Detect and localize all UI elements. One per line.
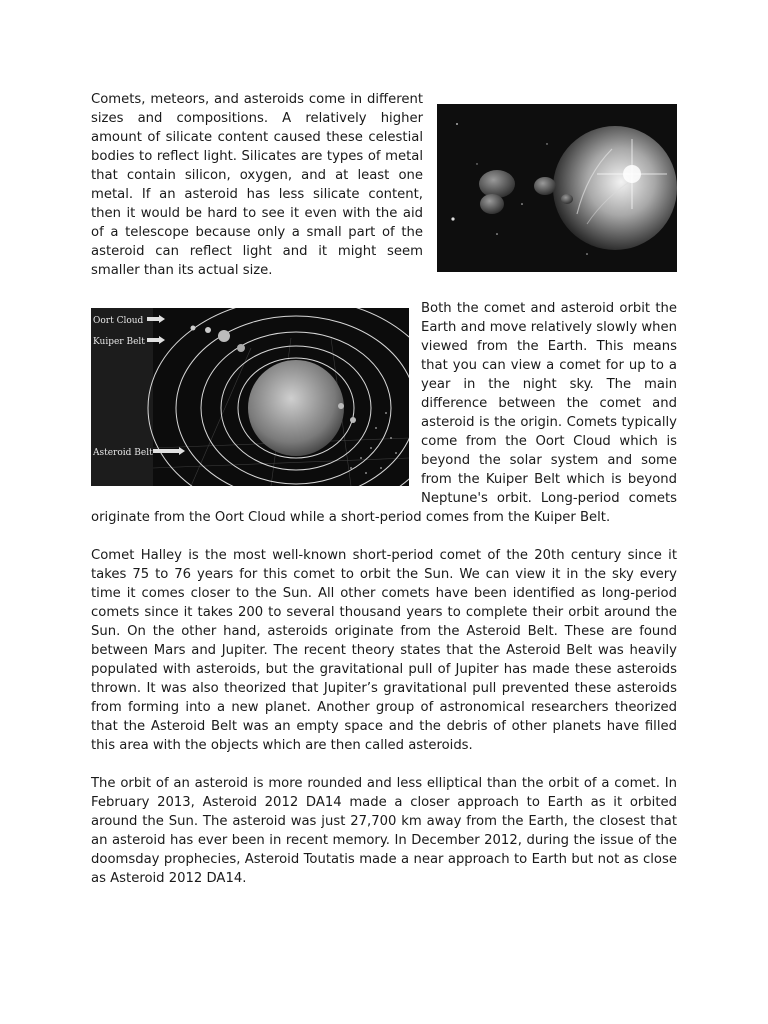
spacer xyxy=(91,527,677,546)
paragraph-comet-halley: Comet Halley is the most well-known short-period comet of the 20th century since it takes 75 to 76 years for this comet to orbit the Sun. We can view it in the sky every time it comes closer to the Sun. All other comets have been identified as long-period comets since it takes 200 to several thousand years to complete their orbit around the Sun. On the other hand, asteroids originate from the Asteroid Belt. These are found between Mars and Jupiter. The recent theory states that the Asteroid Belt was heavily populated with asteroids, but the gravitational pull of Jupiter has made these asteroids thrown. It was also theorized that Jupiter’s gravitational pull prevented these asteroids from forming into a new planet. Another group of astronomical researchers theorized that the Asteroid Belt was an empty space and the debris of other planets have filled this area with the objects which are then called asteroids. xyxy=(91,548,677,753)
paragraph-comet-vs-asteroid: Both the comet and asteroid orbit the Earth and move relatively slowly when viewed from the Earth. This means that you can view a comet for up to a year in the night sky. The main difference between the comet and asteroid is the origin. Comets typically come from the Oort Cloud which is beyond the solar system and some from the Kuiper Belt which is beyond Neptune's orbit. Long-period comets originate from the Oort Cloud while a short-period comes from the Kuiper Belt. xyxy=(91,301,677,525)
spacer xyxy=(91,755,677,774)
paragraph-silicates: Comets, meteors, and asteroids come in different sizes and compositions. A relatively higher amount of silicate content caused these celestial bodies to reflect light. Silicates are types of metal that contain silicon, oxygen, and at least one metal. If an asteroid has less silicate content, then it would be hard to see it even with the aid of a telescope because only a small part of the asteroid can reflect light and it might seem smaller than its actual size. xyxy=(91,92,423,278)
label-oort-cloud: Oort Cloud xyxy=(93,316,144,326)
label-asteroid-belt: Asteroid Belt xyxy=(93,448,153,458)
solar-system-diagram xyxy=(91,308,409,486)
spacer xyxy=(91,280,677,299)
asteroids-photo xyxy=(437,104,677,272)
paragraph-asteroid-orbit: The orbit of an asteroid is more rounded and less elliptical than the orbit of a comet. In February 2013, Asteroid 2012 DA14 made a closer approach to Earth as it orbited around the Sun. The asteroid was just 27,700 km away from the Earth, the closest that an asteroid has ever been in recent memory. In December 2012, during the issue of the doomsday prophecies, Asteroid Toutatis made a near approach to Earth but not as close as Asteroid 2012 DA14. xyxy=(91,776,677,886)
label-kuiper-belt: Kuiper Belt xyxy=(93,337,145,347)
document-page xyxy=(91,90,677,888)
